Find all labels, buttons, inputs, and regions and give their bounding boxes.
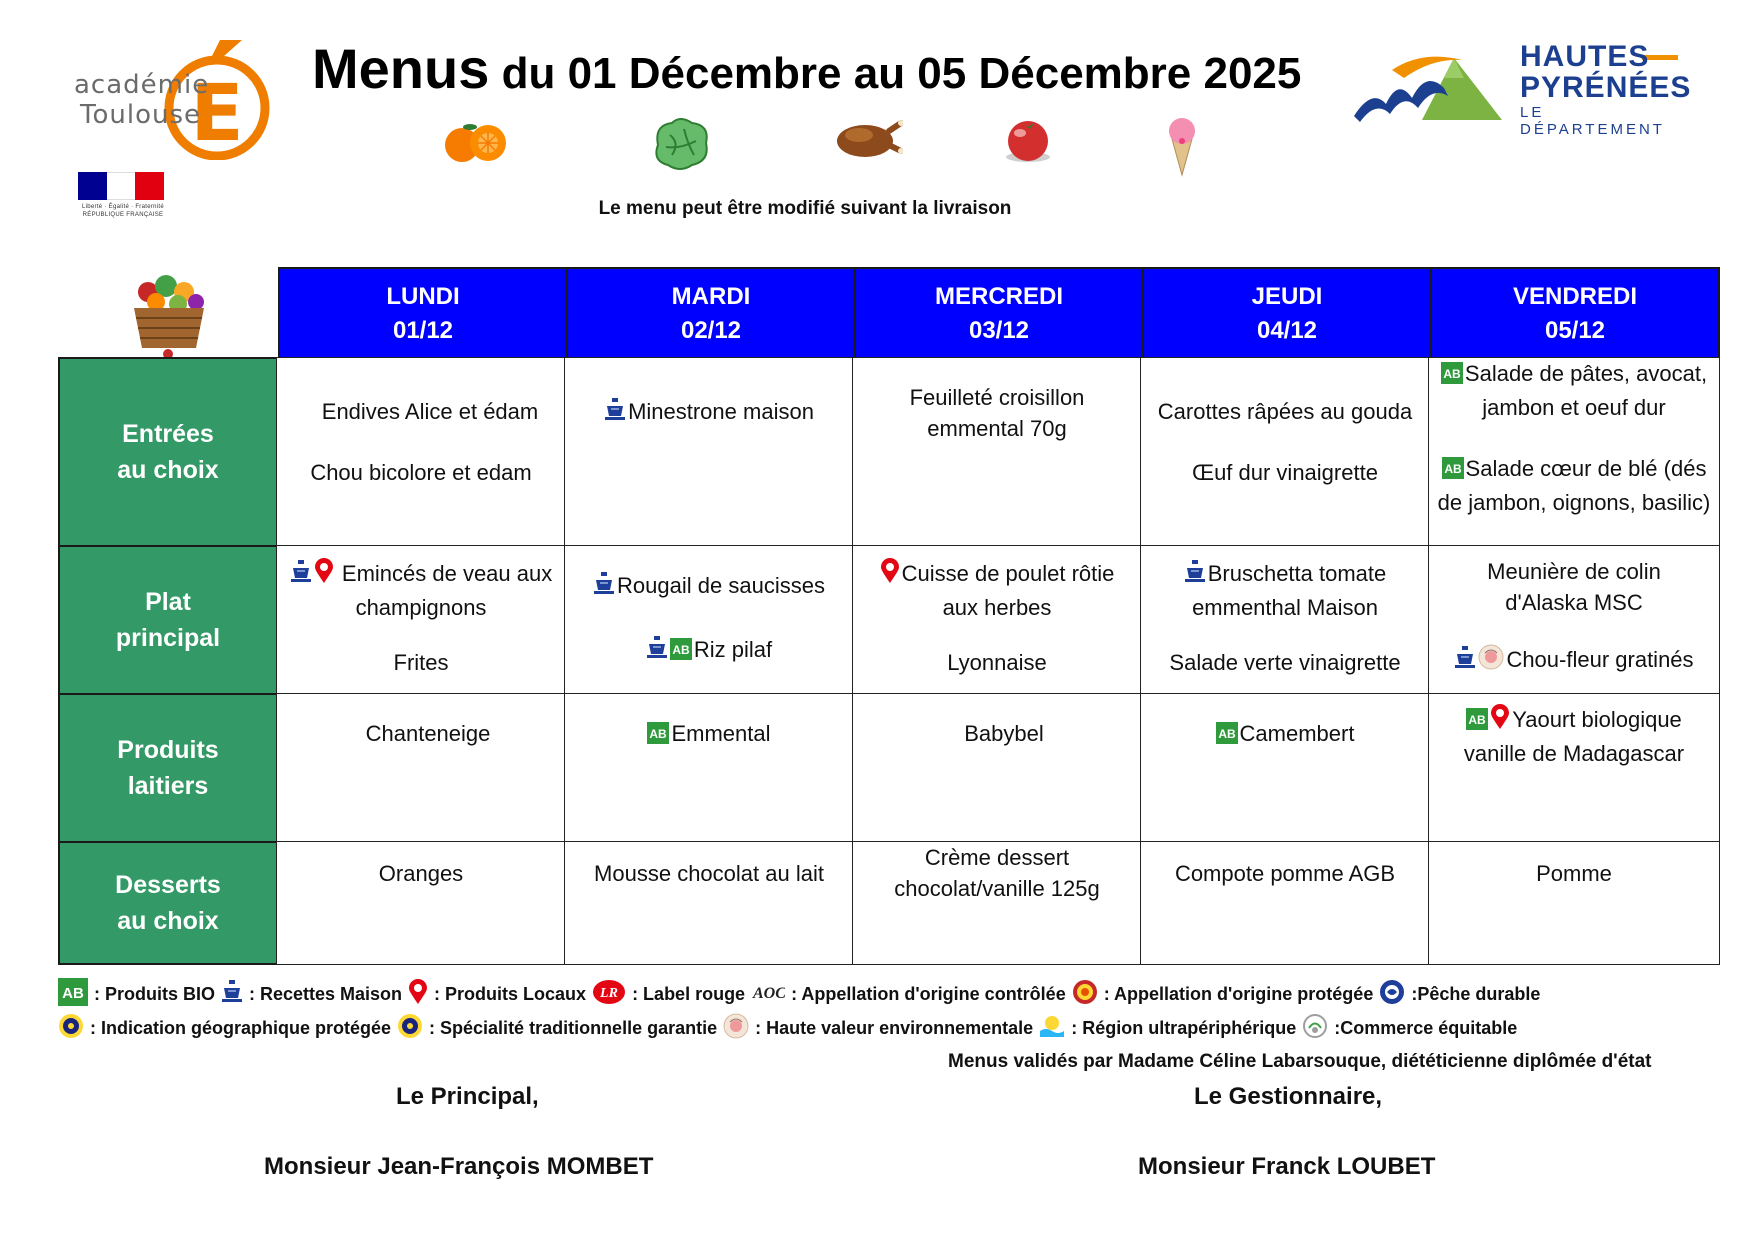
row-header-plat	[58, 545, 278, 695]
day-date: 05/12	[1544, 317, 1606, 344]
hautes-pyrenees-logo	[1352, 40, 1692, 138]
row-label: au choix	[117, 456, 219, 484]
mountain-icon	[1352, 48, 1502, 128]
cell-entrees-jeudi	[1140, 357, 1430, 547]
legend-item-stg: : Spécialité traditionnelle garantie	[397, 1013, 717, 1044]
day-date: 02/12	[680, 317, 742, 344]
igp-icon	[58, 1013, 88, 1044]
rup-icon	[1039, 1013, 1069, 1044]
cell-plat-mercredi	[852, 545, 1142, 695]
legend	[58, 977, 1755, 1045]
cell-laitiers-lundi	[276, 693, 566, 843]
day-name: VENDREDI	[1512, 283, 1638, 310]
day-header-mercredi	[854, 267, 1144, 359]
hp-line1: HAUTES	[1520, 40, 1650, 73]
aop-icon	[1072, 979, 1102, 1010]
row-header-laitiers	[58, 693, 278, 843]
hp-line3: LE DÉPARTEMENT	[1520, 104, 1665, 138]
dish: Œuf dur vinaigrette	[1192, 460, 1378, 485]
bio-ab-icon	[1441, 361, 1463, 392]
cell-entrees-vendredi	[1428, 357, 1720, 547]
tomato-icon	[1000, 115, 1056, 167]
principal-title: Le Principal,	[396, 1083, 539, 1110]
row-label: laitiers	[127, 772, 209, 800]
svg-text:AB: AB	[62, 984, 84, 1002]
row-label: Desserts	[115, 871, 221, 899]
hve-icon	[723, 1013, 753, 1044]
dish: Rougail de saucisses	[571, 570, 847, 604]
cell-desserts-mardi	[564, 841, 854, 965]
day-name: JEUDI	[1251, 283, 1323, 310]
dish: Frites	[393, 650, 449, 675]
recette-maison-icon	[593, 572, 615, 604]
svg-text:AB: AB	[1443, 367, 1461, 381]
title-dates: du 01 Décembre au 05 Décembre 2025	[489, 49, 1302, 98]
cell-laitiers-mercredi	[852, 693, 1142, 843]
dish: Endives Alice et édam	[321, 399, 539, 424]
stg-icon	[397, 1013, 427, 1044]
legend-item-peche: :Pêche durable	[1379, 979, 1540, 1010]
gestionnaire-title: Le Gestionnaire,	[1194, 1083, 1383, 1110]
dish: Chou bicolore et edam	[310, 460, 532, 485]
cell-plat-mardi	[564, 545, 854, 695]
recette-maison-icon	[1184, 560, 1206, 592]
day-name: LUNDI	[386, 283, 460, 310]
hp-line2: PYRÉNÉES	[1520, 71, 1692, 104]
day-header-lundi	[278, 267, 568, 359]
produit-local-icon	[314, 558, 334, 592]
notice-text: Le menu peut être modifié suivant la livraison	[598, 198, 1012, 219]
bio-ab-icon	[1216, 721, 1238, 752]
bio-ab-icon	[58, 978, 92, 1011]
label-rouge-icon	[592, 979, 630, 1010]
day-header-vendredi	[1430, 267, 1720, 359]
row-header-entrees	[58, 357, 278, 547]
dish: Salade verte vinaigrette	[1169, 650, 1401, 675]
dish: AB Salade de pâtes, avocat, jambon et oeuf dur	[1435, 358, 1713, 423]
legend-item-locaux: : Produits Locaux	[408, 979, 586, 1010]
cell-laitiers-mardi	[564, 693, 854, 843]
legend-item-label-rouge: LR : Label rouge	[592, 979, 745, 1010]
legend-item-rup: : Région ultrapériphérique	[1039, 1013, 1296, 1044]
dish: Pomme	[1536, 861, 1612, 886]
legend-item-hve: : Haute valeur environnementale	[723, 1013, 1033, 1044]
dish: Lyonnaise	[947, 650, 1047, 675]
dish: AB Camembert	[1147, 718, 1423, 752]
row-label: Entrées	[122, 420, 214, 448]
dish: Carottes râpées au gouda	[1157, 399, 1413, 424]
food-icons-row	[440, 115, 1240, 185]
ice-cream-icon	[1162, 115, 1202, 177]
svg-text:AB: AB	[1443, 462, 1462, 476]
day-date: 04/12	[1256, 317, 1318, 344]
cell-entrees-mercredi	[852, 357, 1142, 547]
dish: Cuisse de poulet rôtie aux herbes	[859, 558, 1135, 623]
day-header-jeudi	[1142, 267, 1432, 359]
roast-chicken-icon	[833, 115, 903, 161]
dish: AB Yaourt biologique vanille de Madagascar	[1449, 704, 1699, 769]
dish: Emincés de veau aux champignons	[283, 558, 559, 623]
produit-local-icon	[408, 979, 432, 1010]
dish: AB Emmental	[571, 718, 847, 752]
academie-line1: académie	[74, 70, 210, 100]
principal-name: Monsieur Jean-François MOMBET	[264, 1153, 654, 1180]
recette-maison-icon	[290, 560, 312, 592]
cell-plat-jeudi	[1140, 545, 1430, 695]
cell-desserts-jeudi	[1140, 841, 1430, 965]
republique-francaise-logo: Liberté · Égalité · Fraternité RÉPUBLIQUE FRANÇAISE	[78, 172, 168, 227]
svg-text:AOC: AOC	[753, 984, 786, 1002]
row-label: principal	[115, 624, 221, 652]
validated-text: Menus validés par Madame Céline Labarsouque, diététicienne diplômée d'état	[948, 1051, 1652, 1072]
cell-laitiers-vendredi	[1428, 693, 1720, 843]
cell-plat-lundi	[276, 545, 566, 695]
dish: Crème dessert chocolat/vanille 125g	[894, 845, 1100, 901]
legend-item-maison: : Recettes Maison	[221, 980, 402, 1009]
cell-laitiers-jeudi	[1140, 693, 1430, 843]
dish: Mousse chocolat au lait	[594, 861, 824, 886]
academie-toulouse-logo	[70, 30, 270, 170]
academie-line2: Toulouse	[80, 100, 202, 130]
row-header-desserts	[58, 841, 278, 965]
cell-entrees-lundi	[276, 357, 566, 547]
cell-entrees-mardi	[564, 357, 854, 547]
dish: Oranges	[378, 861, 464, 886]
produit-local-icon	[880, 558, 900, 592]
bio-ab-icon	[1466, 707, 1488, 738]
day-date: 03/12	[968, 317, 1030, 344]
svg-text:AB: AB	[672, 643, 690, 657]
day-header-mardi	[566, 267, 856, 359]
oranges-icon	[440, 115, 512, 165]
svg-text:LR: LR	[600, 985, 619, 1001]
basket-icon	[126, 270, 212, 360]
svg-text:AB: AB	[1217, 727, 1236, 741]
dish: AB Riz pilaf	[571, 634, 847, 668]
title-menus: Menus	[312, 37, 490, 100]
dish: Bruschetta tomate emmenthal Maison	[1147, 558, 1423, 623]
hve-icon	[1478, 644, 1504, 678]
day-name: MERCREDI	[934, 283, 1063, 310]
day-date: 01/12	[392, 317, 454, 344]
dish: Chou-fleur gratinés	[1429, 644, 1719, 678]
lettuce-icon	[650, 115, 712, 171]
page-title	[312, 36, 1312, 101]
bio-ab-icon	[1442, 456, 1464, 487]
bio-ab-icon	[647, 721, 669, 752]
svg-text:AB: AB	[649, 727, 668, 741]
peche-durable-icon	[1379, 979, 1409, 1010]
cell-plat-vendredi	[1428, 545, 1720, 695]
cell-desserts-lundi	[276, 841, 566, 965]
dish: Minestrone maison	[571, 396, 847, 430]
dish: Feuilleté croisillon emmental 70g	[909, 385, 1085, 441]
recette-maison-icon	[646, 636, 668, 668]
cell-desserts-mercredi	[852, 841, 1142, 965]
dish: Babybel	[964, 721, 1044, 746]
dish: Chanteneige	[365, 721, 491, 746]
recette-maison-icon	[1454, 646, 1476, 678]
recette-maison-icon	[221, 980, 247, 1009]
gestionnaire-name: Monsieur Franck LOUBET	[1138, 1153, 1436, 1180]
day-name: MARDI	[671, 283, 751, 310]
legend-item-igp: : Indication géographique protégée	[58, 1013, 391, 1044]
row-label: Plat	[145, 588, 191, 616]
recette-maison-icon	[604, 398, 626, 430]
legend-item-equitable: :Commerce équitable	[1302, 1013, 1517, 1044]
row-label: au choix	[117, 907, 219, 935]
dish: Meunière de colin d'Alaska MSC	[1487, 559, 1661, 615]
svg-text:E: E	[190, 69, 244, 159]
legend-item-aoc: AOC : Appellation d'origine contrôlée	[751, 978, 1066, 1011]
aoc-icon	[751, 978, 789, 1011]
dish: AB Salade cœur de blé (dés de jambon, oignons, basilic)	[1437, 456, 1711, 515]
cell-desserts-vendredi	[1428, 841, 1720, 965]
bio-ab-icon	[670, 637, 692, 668]
svg-text:AB: AB	[1468, 713, 1486, 727]
legend-item-aop: : Appellation d'origine protégée	[1072, 979, 1374, 1010]
legend-item-bio: AB : Produits BIO	[58, 978, 215, 1011]
row-label: Produits	[117, 736, 219, 764]
commerce-equitable-icon	[1302, 1013, 1332, 1044]
dish: Compote pomme AGB	[1174, 861, 1396, 886]
produit-local-icon	[1490, 704, 1510, 738]
